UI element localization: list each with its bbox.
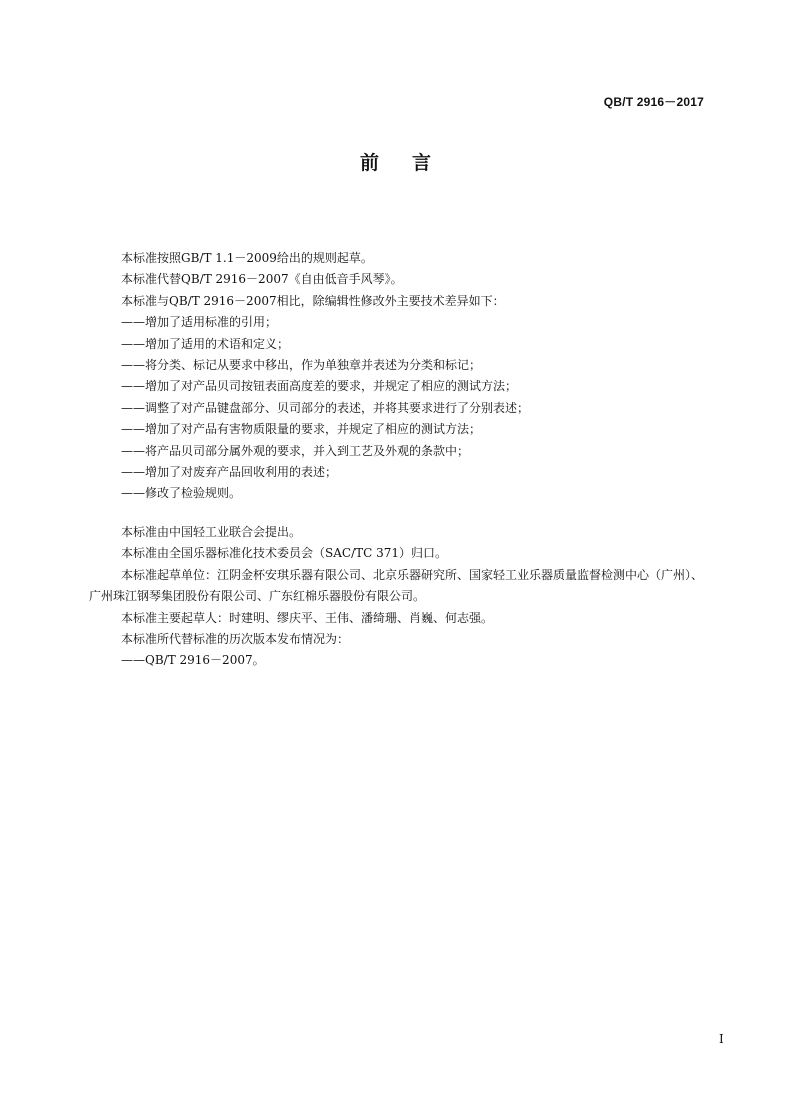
paragraph: 本标准起草单位：江阴金杯安琪乐器有限公司、北京乐器研究所、国家轻工业乐器质量监督检测中心（广州）、广州珠江钢琴集团股份有限公司、广东红棉乐器股份有限公司。 bbox=[89, 567, 704, 604]
list-item: ——增加了适用的术语和定义； bbox=[121, 336, 290, 351]
list-item: ——增加了适用标准的引用； bbox=[121, 315, 278, 330]
paragraph: 本标准由全国乐器标准化技术委员会（SAC/TC 371）归口。 bbox=[121, 546, 448, 561]
page-title bbox=[0, 148, 792, 175]
list-item: ——将分类、标记从要求中移出，作为单独章并表述为分类和标记； bbox=[121, 358, 482, 373]
list-item: ——将产品贝司部分属外观的要求，并入到工艺及外观的条款中； bbox=[121, 443, 470, 458]
list-item: ——增加了对废弃产品回收利用的表述； bbox=[121, 465, 338, 480]
list-item: ——修改了检验规则。 bbox=[121, 486, 242, 501]
document-body bbox=[89, 248, 705, 672]
list-item: ——调整了对产品键盘部分、贝司部分的表述，并将其要求进行了分别表述； bbox=[121, 400, 530, 415]
list-item: ——增加了对产品贝司按钮表面高度差的要求，并规定了相应的测试方法； bbox=[121, 379, 518, 394]
standard-code: QB/T 2916－2017 bbox=[603, 95, 704, 109]
paragraph: 本标准由中国轻工业联合会提出。 bbox=[121, 524, 302, 539]
paragraph: 本标准所代替标准的历次版本发布情况为： bbox=[121, 631, 350, 646]
page-number: I bbox=[719, 1032, 724, 1046]
paragraph: 本标准与QB/T 2916－2007相比，除编辑性修改外主要技术差异如下： bbox=[121, 293, 505, 308]
paragraph: 本标准主要起草人：时建明、缪庆平、王伟、潘绮珊、肖巍、何志强。 bbox=[121, 610, 494, 625]
paragraph: 本标准代替QB/T 2916－2007《自由低音手风琴》。 bbox=[121, 272, 403, 287]
title-char-2: 言 bbox=[412, 152, 433, 174]
list-item: ——增加了对产品有害物质限量的要求，并规定了相应的测试方法； bbox=[121, 422, 482, 437]
paragraph: 本标准按照GB/T 1.1－2009给出的规则起草。 bbox=[121, 251, 373, 265]
title-char-1: 前 bbox=[359, 152, 380, 174]
list-item: ——QB/T 2916－2007。 bbox=[121, 653, 265, 668]
